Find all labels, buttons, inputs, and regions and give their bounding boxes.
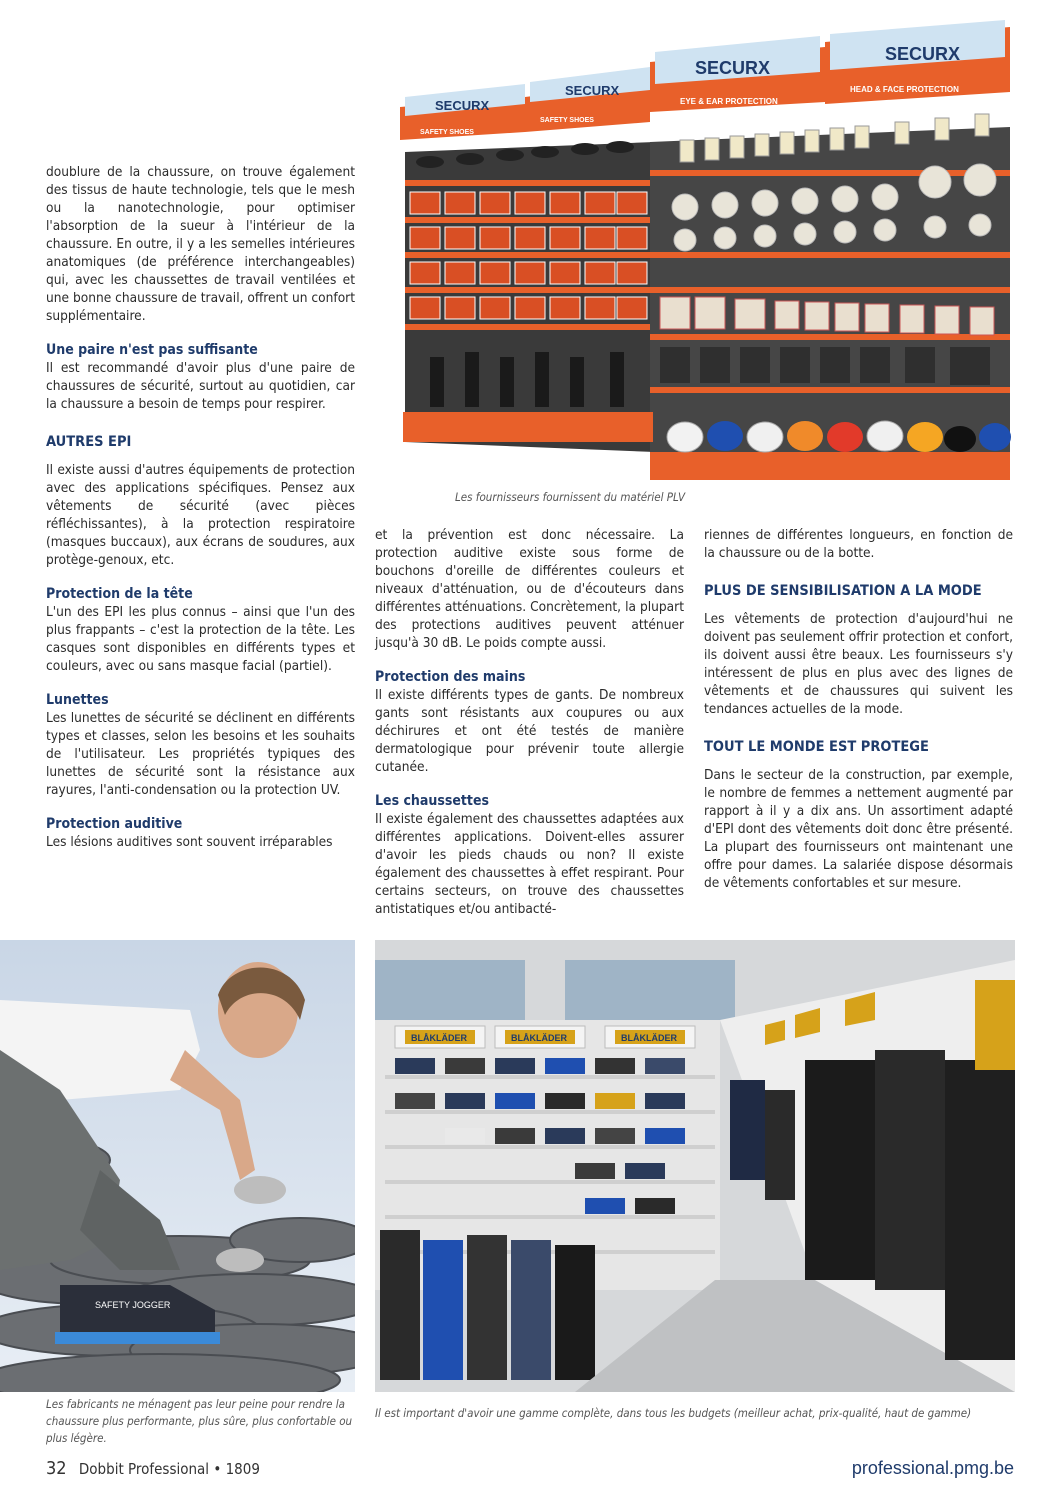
sign-brand-1: SECURX (435, 98, 490, 113)
store-sign-2: BLÅKLÄDER (511, 1033, 567, 1043)
footer-url[interactable]: professional.pmg.be (851, 1458, 1014, 1478)
heading-autres-epi: AUTRES EPI (46, 434, 132, 450)
sign-category-2: SAFETY SHOES (540, 117, 594, 124)
col1-paire-paragraph: Il est recommandé d'avoir plus d'une paire de chaussures de sécurité, surtout au quotidien, car la chaussure a besoin de temps pour respirer. (46, 360, 355, 412)
heading-protection-tete: Protection de la tête (46, 586, 193, 602)
worker-photo (0, 940, 355, 1392)
col2-mains-paragraph: Il existe différents types de gants. De nombreux gants sont résistants aux coupures ou aux déchirures et ont été testés de manière dermatologique pour prévenir toute allergie cutanée. (375, 687, 684, 775)
heading-protection-mains: Protection des mains (375, 669, 526, 685)
column-2 (375, 526, 684, 918)
sign-category-3: EYE & EAR PROTECTION (680, 97, 778, 106)
footer-left (46, 1458, 260, 1479)
heading-protection-auditive: Protection auditive (46, 816, 183, 832)
column-3 (704, 526, 1013, 892)
col1-autres-paragraph: Il existe aussi d'autres équipements de protection avec des applications spécifiques. Pensez aux vêtements de sécurité (avec pièces réfléchissantes), à la protection respiratoire (masques buccaux), aux écrans de soudures, aux protège-genoux, etc. (46, 462, 355, 568)
col3-intro-paragraph: riennes de différentes longueurs, en fonction de la chaussure ou de la botte. (704, 527, 1013, 561)
store-illustration (375, 940, 1015, 1392)
worker-illustration (0, 940, 355, 1392)
store-sign-1: BLÅKLÄDER (411, 1033, 467, 1043)
heading-sensibilisation-mode: PLUS DE SENSIBILISATION A LA MODE (704, 583, 982, 599)
store-photo (375, 940, 1015, 1392)
heading-une-paire: Une paire n'est pas suffisante (46, 342, 258, 358)
col2-chaussettes-paragraph: Il existe également des chaussettes adaptées aux différentes applications. Doivent-elles assurer d'avoir les pieds chauds ou non? Il existe également des chaussettes à effet respirant. Pour certains secteurs, on trouve des chaussettes antistatiques et/ou antibacté- (375, 811, 684, 917)
col1-lunettes-paragraph: Les lunettes de sécurité se déclinent en différents types et classes, selon les besoins et les souhaits de l'utilisateur. Les propriétés typiques des lunettes de sécurité sont la résistance aux rayures, l'anti-condensation ou la protection UV. (46, 710, 355, 798)
col1-intro-paragraph: doublure de la chaussure, on trouve également des tissus de haute technologie, tels que le mesh ou la nanotechnologie, pour optimiser l'absorption de la sueur à l'intérieur de la chaussure. En outre, il y a les semelles intérieures anatomiques (de préférence interchangeables) qui, avec les chaussettes de travail ventilées et une bonne chaussure de travail, offrent un confort supplémentaire. (46, 164, 355, 324)
column-1 (46, 163, 355, 851)
col1-auditive-paragraph: Les lésions auditives sont souvent irréparables (46, 834, 333, 850)
securx-display-illustration (395, 12, 1018, 482)
sign-brand-3: SECURX (695, 58, 771, 78)
sign-category-4: HEAD & FACE PROTECTION (850, 85, 959, 94)
col3-monde-paragraph: Dans le secteur de la construction, par exemple, le nombre de femmes a nettement augmenté par rapport à il y a dix ans. Un assortiment adapté d'EPI dont des vêtements doit donc être présenté. La plupart des fournisseurs ont maintenant une offre pour dames. La salariée dispose désormais de vêtements confortables et sur mesure. (704, 767, 1013, 891)
store-photo-caption: Il est important d'avoir une gamme complète, dans tous les budgets (meilleur achat, prix-qualité, haut de gamme) (375, 1406, 972, 1420)
shoe-brand-label: SAFETY JOGGER (95, 1300, 171, 1310)
sign-category-1: SAFETY SHOES (420, 129, 474, 136)
heading-lunettes: Lunettes (46, 692, 109, 708)
worker-photo-caption: Les fabricants ne ménagent pas leur peine pour rendre la chaussure plus performante, plus sûre, plus confortable ou plus légère. (46, 1397, 353, 1445)
col3-mode-paragraph: Les vêtements de protection d'aujourd'hui ne doivent pas seulement offrir protection et confort, ils doivent aussi être beaux. Les fournisseurs s'y intéressent de plus en plus avec des lignes de vêtements et de chaussures qui suivent les tendances actuelles de la mode. (704, 611, 1013, 717)
page-number: 32 (46, 1458, 67, 1479)
securx-display-photo (395, 12, 1018, 482)
heading-chaussettes: Les chaussettes (375, 793, 489, 809)
top-photo-caption: Les fournisseurs fournissent du matériel PLV (455, 490, 686, 504)
col1-tete-paragraph: L'un des EPI les plus connus – ainsi que l'un des plus frappants – c'est la protection de la tête. Les casques sont disponibles en différents types et couleurs, avec ou sans masque facial (partiel). (46, 604, 355, 674)
heading-tout-le-monde: TOUT LE MONDE EST PROTEGE (704, 739, 929, 755)
magazine-name: Dobbit Professional • 1809 (78, 1460, 260, 1478)
store-sign-3: BLÅKLÄDER (621, 1033, 677, 1043)
sign-brand-4: SECURX (885, 44, 961, 64)
col2-intro-paragraph: et la prévention est donc nécessaire. La protection auditive existe sous forme de bouchons d'oreille de différentes couleurs et niveaux d'atténuation, ou de d'écouteurs dans différentes atténuations. Concrètement, la plupart des protections auditives peuvent atténuer jusqu'à 30 dB. Le poids compte aussi. (375, 527, 684, 651)
sign-brand-2: SECURX (565, 83, 620, 98)
